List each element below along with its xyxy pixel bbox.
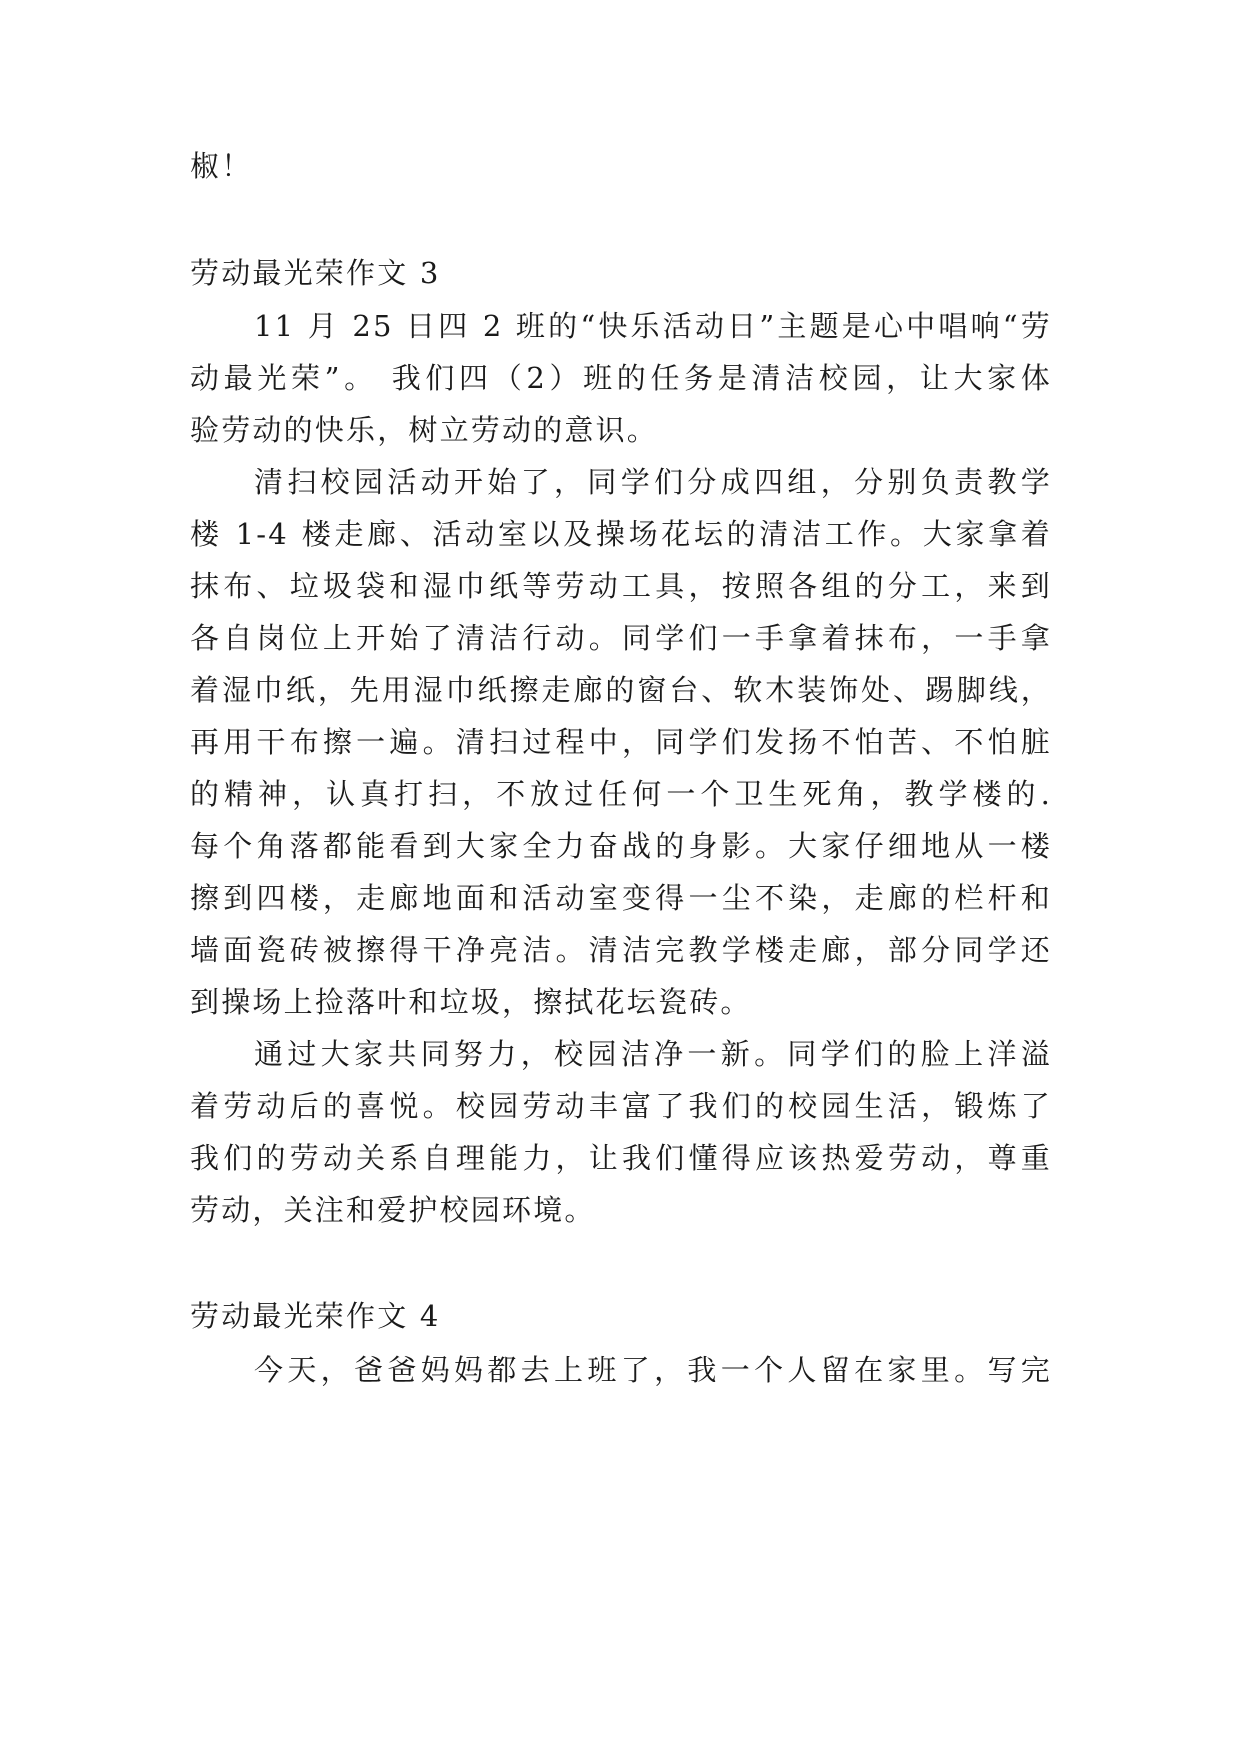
text-line: 今天，爸爸妈妈都去上班了，我一个人留在家里。写完 — [254, 1353, 1052, 1387]
text-line: 到操场上捡落叶和垃圾，擦拭花坛瓷砖。 — [190, 985, 752, 1019]
text-line: 清扫校园活动开始了，同学们分成四组，分别负责教学 — [254, 465, 1052, 499]
text-line: 楼 1-4 楼走廊、活动室以及操场花坛的清洁工作。大家拿着 — [190, 517, 1052, 551]
section-heading-3: 劳动最光荣作文 3 — [190, 256, 441, 290]
text-line: 椒！ — [190, 149, 253, 183]
text-line: 的精神，认真打扫，不放过任何一个卫生死角，教学楼的. — [190, 777, 1052, 811]
text-line: 我们的劳动关系自理能力，让我们懂得应该热爱劳动，尊重 — [190, 1141, 1052, 1175]
text-line: 着湿巾纸，先用湿巾纸擦走廊的窗台、软木装饰处、踢脚线， — [190, 673, 1052, 707]
text-line: 抹布、垃圾袋和湿巾纸等劳动工具，按照各组的分工，来到 — [190, 569, 1052, 603]
text-line: 再用干布擦一遍。清扫过程中，同学们发扬不怕苦、不怕脏 — [190, 725, 1052, 759]
text-line: 劳动，关注和爱护校园环境。 — [190, 1193, 596, 1227]
text-line: 各自岗位上开始了清洁行动。同学们一手拿着抹布，一手拿 — [190, 621, 1052, 655]
text-line: 着劳动后的喜悦。校园劳动丰富了我们的校园生活，锻炼了 — [190, 1089, 1052, 1123]
text-line: 擦到四楼，走廊地面和活动室变得一尘不染，走廊的栏杆和 — [190, 881, 1052, 915]
text-line: 通过大家共同努力，校园洁净一新。同学们的脸上洋溢 — [254, 1037, 1052, 1071]
text-line: 每个角落都能看到大家全力奋战的身影。大家仔细地从一楼 — [190, 829, 1052, 863]
text-line: 墙面瓷砖被擦得干净亮洁。清洁完教学楼走廊，部分同学还 — [190, 933, 1052, 967]
section-heading-4: 劳动最光荣作文 4 — [190, 1299, 441, 1333]
text-line: 动最光荣”。 我们四（2）班的任务是清洁校园，让大家体 — [190, 361, 1052, 395]
text-line: 验劳动的快乐，树立劳动的意识。 — [190, 413, 659, 447]
text-line: 11 月 25 日四 2 班的“快乐活动日”主题是心中唱响“劳 — [254, 309, 1052, 343]
